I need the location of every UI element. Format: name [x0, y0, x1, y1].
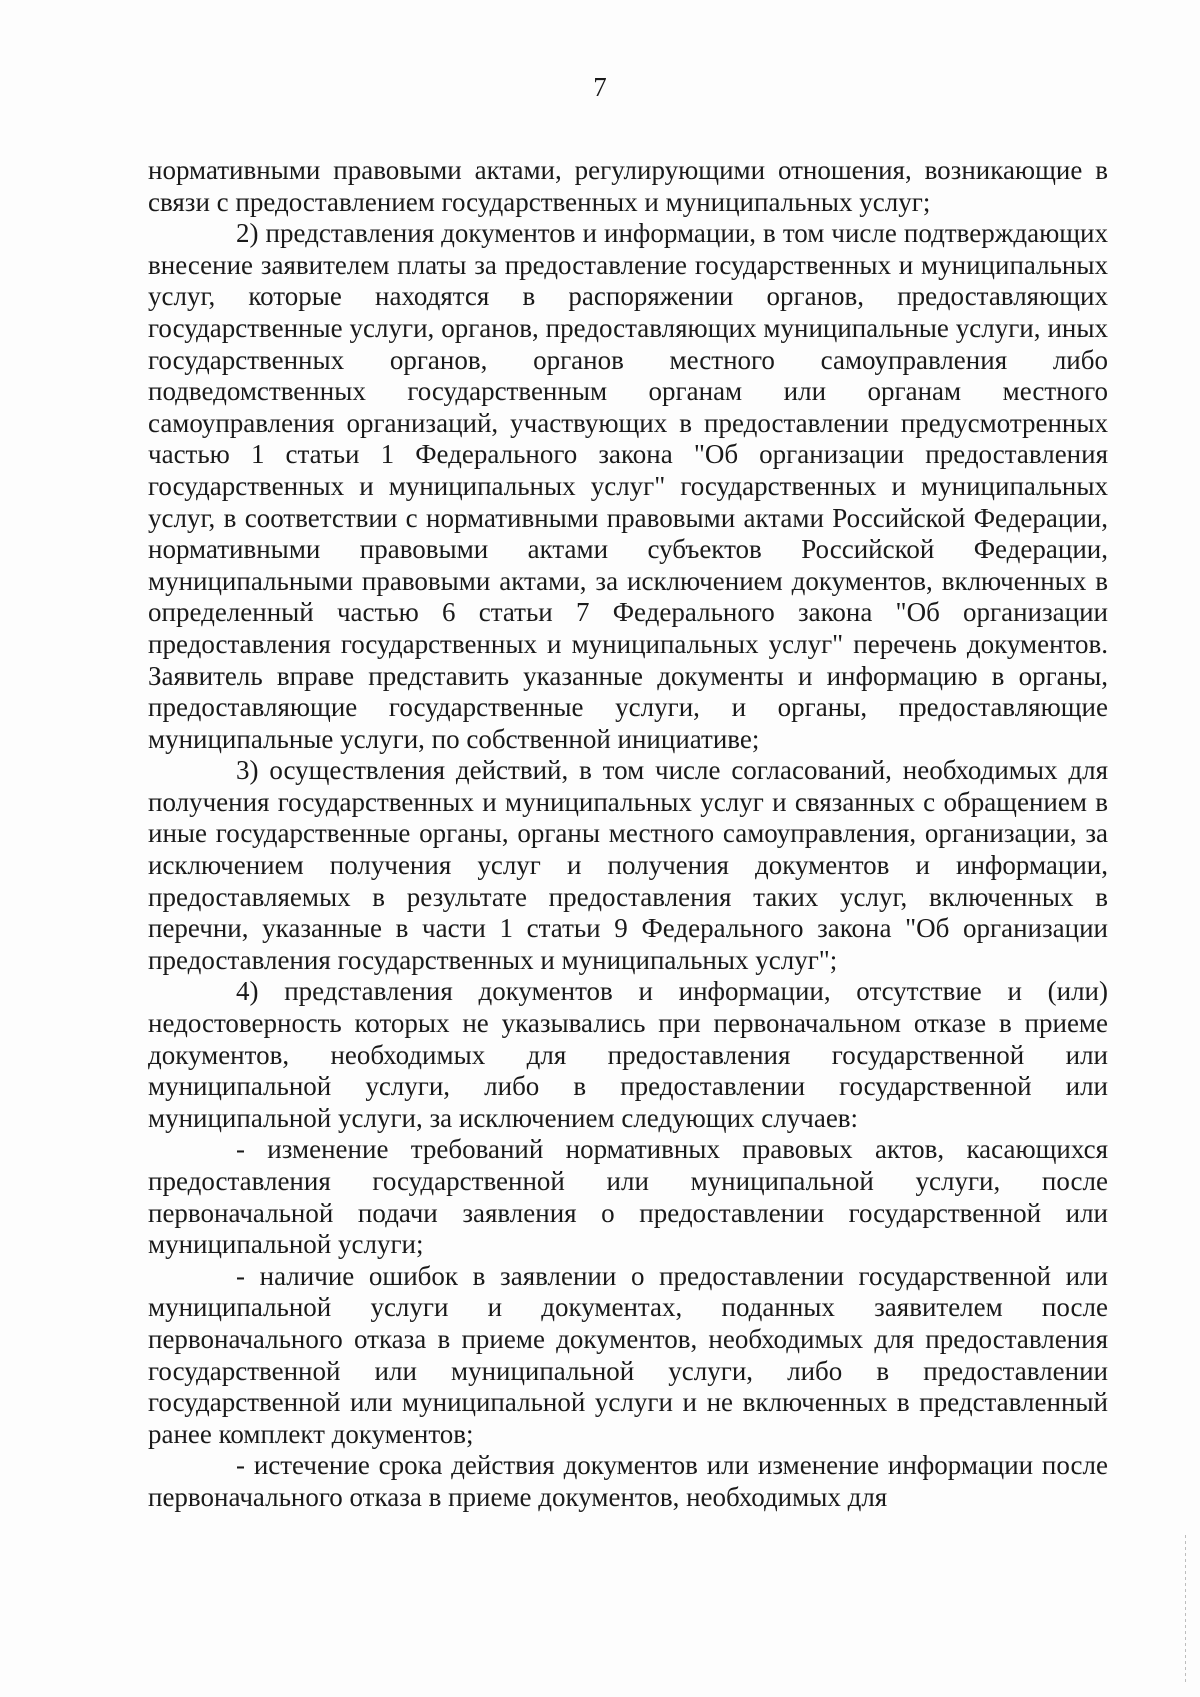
- page-number: 7: [593, 72, 607, 102]
- paragraph-item-4: 4) представления документов и информации, отсутствие и (или) недостоверность которых не указывались при первоначальном отказе в приеме документов, необходимых для предоставления государственной или муниципальной услуги, либо в предоставлении государственной или муниципальной услуги, за исключением следующих случаев:: [148, 976, 1108, 1133]
- document-body: [148, 155, 1108, 1514]
- scan-artifact-line: [1185, 1535, 1186, 1685]
- exception-item-2: - наличие ошибок в заявлении о предоставлении государственной или муниципальной услуги и документах, поданных заявителем после первоначального отказа в приеме документов, необходимых для предоставления государственной или муниципальной услуги, либо в предоставлении государственной или муниципальной услуги и не включенных в представленный ранее комплект документов;: [148, 1260, 1108, 1449]
- paragraph-item-3: 3) осуществления действий, в том числе согласований, необходимых для получения государственных и муниципальных услуг и связанных с обращением в иные государственные органы, органы местного самоуправления, организации, за исключением получения услуг и получения документов и информации, предоставляемых в результате предоставления таких услуг, включенных в перечни, указанные в части 1 статьи 9 Федерального закона "Об организации предоставления государственных и муниципальных услуг";: [148, 755, 1108, 975]
- paragraph-item-2: 2) представления документов и информации, в том числе подтверждающих внесение заявителем платы за предоставление государственных и муниципальных услуг, которые находятся в распоряжении органов, предоставляющих государственные услуги, органов, предоставляющих муниципальные услуги, иных государственных органов, органов местного самоуправления либо подведомственных государственным органам или органам местного самоуправления организаций, участвующих в предоставлении предусмотренных частью 1 статьи 1 Федерального закона "Об организации предоставления государственных и муниципальных услуг" государственных и муниципальных услуг, в соответствии с нормативными правовыми актами Российской Федерации, нормативными правовыми актами субъектов Российской Федерации, муниципальными правовыми актами, за исключением документов, включенных в определенный частью 6 статьи 7 Федерального закона "Об организации предоставления государственных и муниципальных услуг" перечень документов. Заявитель вправе представить указанные документы и информацию в органы, предоставляющие государственные услуги, и органы, предоставляющие муниципальные услуги, по собственной инициативе;: [148, 218, 1108, 754]
- paragraph-continuation: нормативными правовыми актами, регулирующими отношения, возникающие в связи с предоставлением государственных и муниципальных услуг;: [148, 155, 1108, 217]
- exception-item-1: - изменение требований нормативных правовых актов, касающихся предоставления государственной или муниципальной услуги, после первоначальной подачи заявления о предоставлении государственной или муниципальной услуги;: [148, 1134, 1108, 1260]
- exception-item-3: - истечение срока действия документов или изменение информации после первоначального отказа в приеме документов, необходимых для: [148, 1450, 1108, 1512]
